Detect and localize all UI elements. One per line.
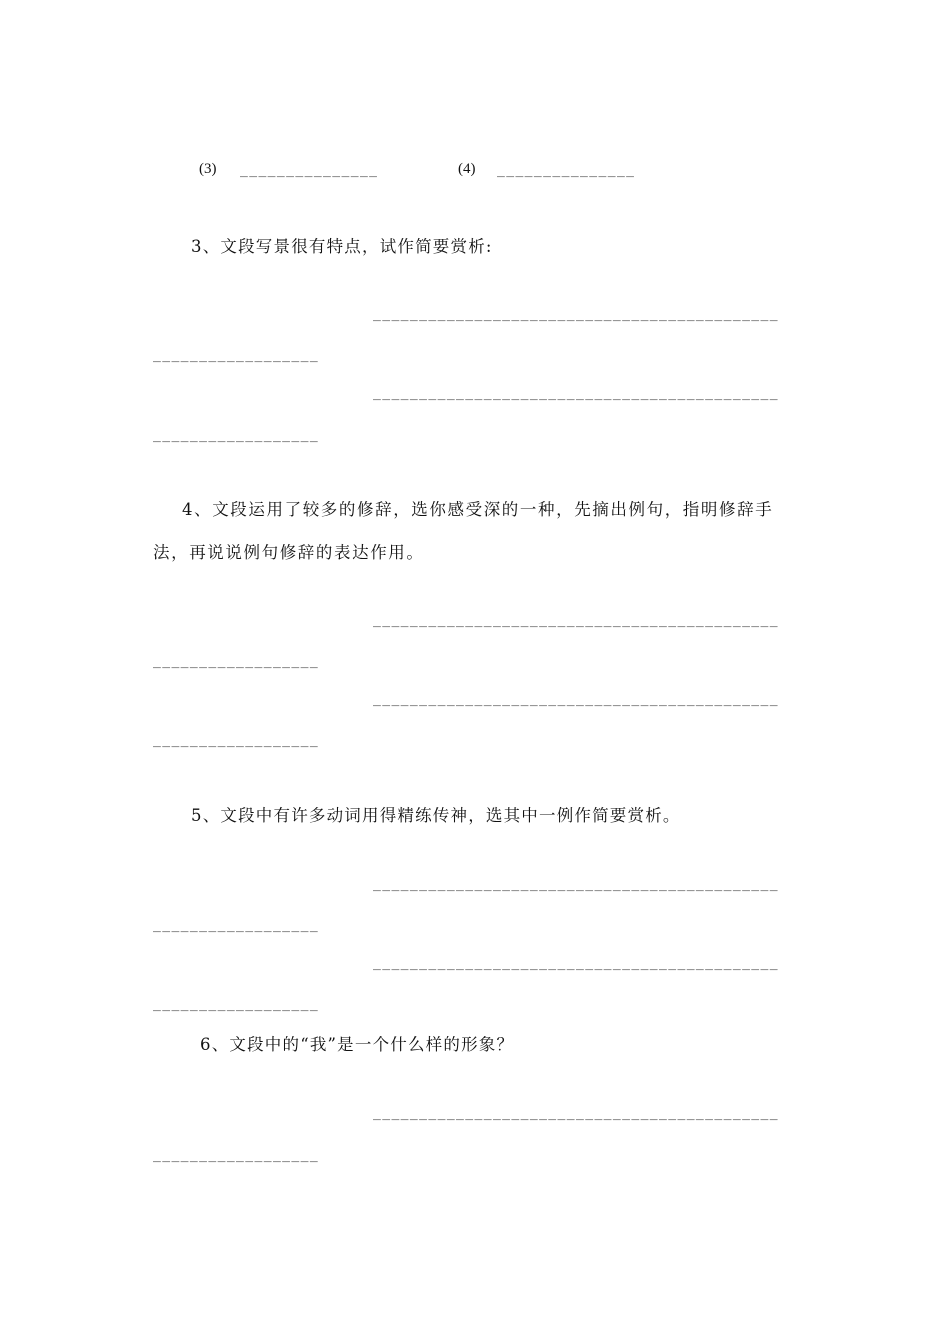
question-4-line-1: 4、文段运用了较多的修辞，选你感受深的一种，先摘出例句，指明修辞手	[182, 500, 774, 519]
answer-line-continuation[interactable]: __________________	[153, 428, 320, 443]
answer-line[interactable]: ____________________________________________	[373, 1106, 779, 1121]
answer-line-continuation[interactable]: __________________	[153, 733, 320, 748]
blank-label-4: (4)	[458, 161, 476, 177]
answer-line[interactable]: ____________________________________________	[373, 956, 779, 971]
answer-line[interactable]: ____________________________________________	[373, 613, 779, 628]
blank-label-3: (3)	[199, 161, 217, 177]
answer-line-continuation[interactable]: __________________	[153, 654, 320, 669]
question-6: 6、文段中的“我”是一个什么样的形象？	[200, 1035, 515, 1054]
answer-line-continuation[interactable]: __________________	[153, 1148, 320, 1163]
answer-line-continuation[interactable]: __________________	[153, 997, 320, 1012]
answer-blank-4[interactable]: _______________	[497, 163, 636, 178]
answer-line-continuation[interactable]: __________________	[153, 918, 320, 933]
answer-line[interactable]: ____________________________________________	[373, 692, 779, 707]
answer-blank-3[interactable]: _______________	[240, 163, 379, 178]
question-5: 5、文段中有许多动词用得精练传神，选其中一例作简要赏析。	[191, 806, 681, 825]
answer-line-continuation[interactable]: __________________	[153, 348, 320, 363]
answer-line[interactable]: ____________________________________________	[373, 386, 779, 401]
question-4-line-2: 法，再说说例句修辞的表达作用。	[153, 543, 425, 562]
answer-line[interactable]: ____________________________________________	[373, 877, 779, 892]
question-3: 3、文段写景很有特点，试作简要赏析:	[191, 237, 493, 256]
answer-line[interactable]: ____________________________________________	[373, 307, 779, 322]
